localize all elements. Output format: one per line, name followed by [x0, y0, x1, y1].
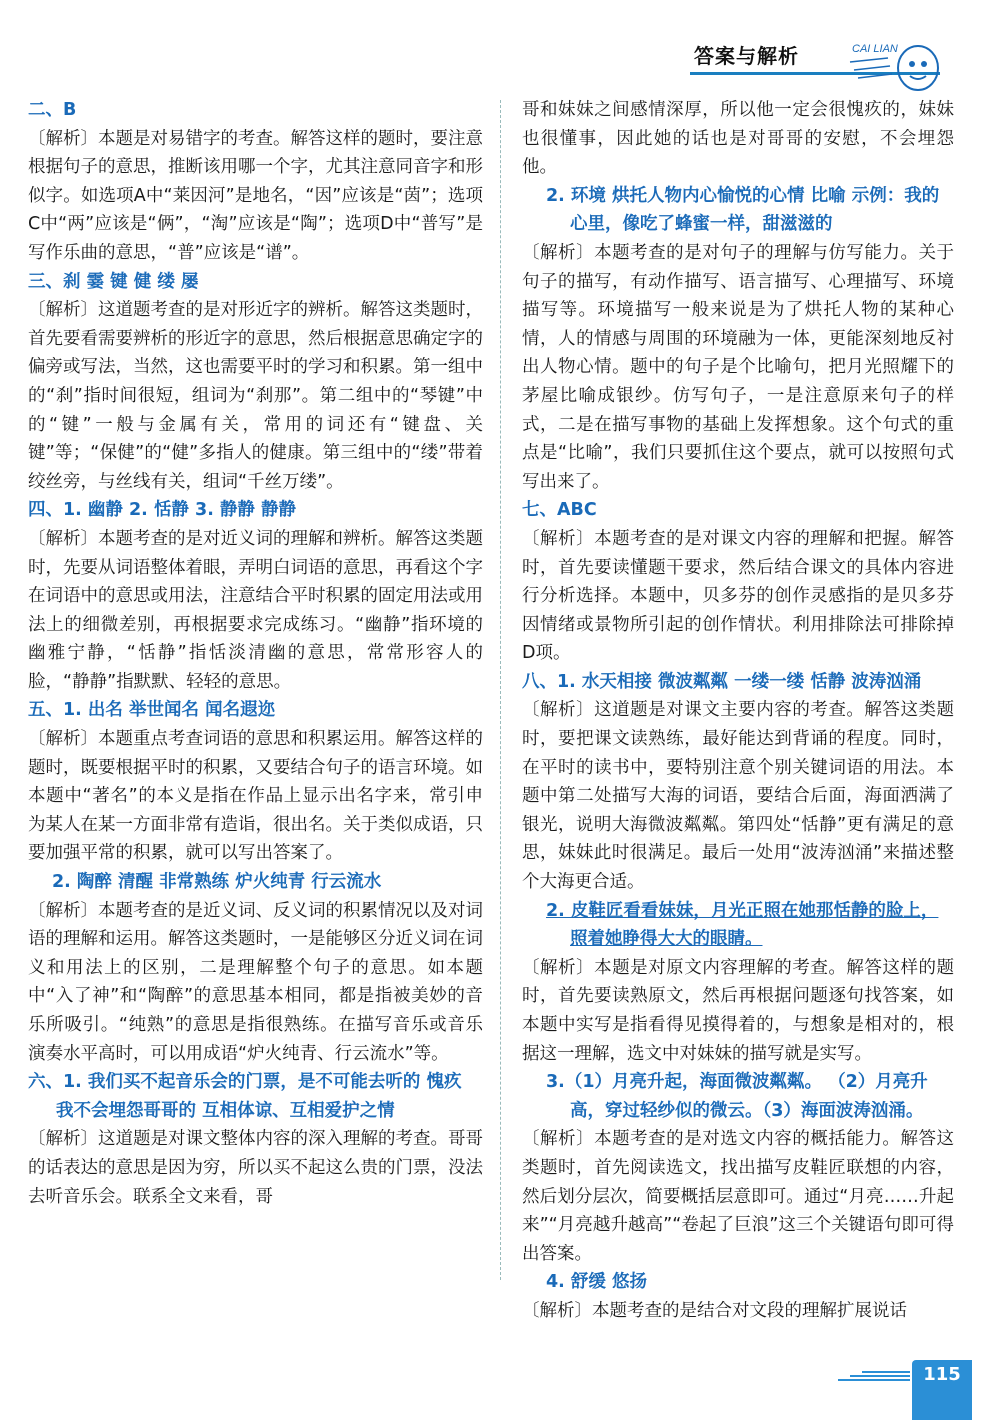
answer-line: 2. 陶醉 清醒 非常熟练 炉火纯青 行云流水	[52, 872, 382, 893]
answer-line: 四、1. 幽静 2. 恬静 3. 静静 静静	[28, 500, 297, 521]
answer-line: 三、刹 霎 键 健 缕 屡	[28, 271, 199, 292]
explanation-paragraph: 〔解析〕本题是对原文内容理解的考查。解答这样的题时，首先要读熟原文，然后再根据问题逐句找答案，如本题中实写是指看得见摸得着的，与想象是相对的，根据这一理解，选文中对妹妹的描写就是实写。	[522, 957, 954, 1064]
explanation-paragraph: 〔解析〕本题考查的是近义词、反义词的积累情况以及对词语的理解和运用。解答这类题时，一是能够区分近义词在词义和用法上的区别，二是理解整个句子的意思。如本题中“入了神”和“陶醉”的意思基本相同，都是指被美妙的音乐所吸引。“纯熟”的意思是指很熟练。在描写音乐或音乐演奏水平高时，可以用成语“炉火纯青、行云流水”等。	[28, 900, 483, 1064]
explanation-paragraph: 〔解析〕这道题是对课文整体内容的深入理解的考查。哥哥的话表达的意思是因为穷，所以买不起这么贵的门票，没法去听音乐会。联系全文来看，哥	[28, 1129, 483, 1207]
corner-stripes	[838, 1368, 910, 1382]
explanation-paragraph: 〔解析〕本题考查的是对课文内容的理解和把握。解答时，首先要读懂题干要求，然后结合课文的具体内容进行分析选择。本题中，贝多芬的创作灵感指的是贝多芬因情绪或景物所引起的创作情状。利用排除法可排除掉D项。	[522, 528, 954, 664]
answer-line: 4. 舒缓 悠扬	[546, 1272, 648, 1293]
explanation-paragraph: 〔解析〕本题考查的是对句子的理解与仿写能力。关于句子的描写，有动作描写、语言描写、心理描写、环境描写等。环境描写一般来说是为了烘托人物的某种心情，人的情感与周围的环境融为一体，更能深刻地反衬出人物心情。题中的句子是个比喻句，把月光照耀下的茅屋比喻成银纱。仿写句子，一是注意原来句子的样式，二是在描写事物的基础上发挥想象。这个句式的重点是“比喻”，我们只要抓住这个要点，就可以按照句式写出来了。	[522, 242, 954, 492]
answer-line: 六、1. 我们买不起音乐会的门票，是不可能去听的 愧疚 我不会埋怨哥哥的 互相体谅、互相爱护之情	[28, 1072, 462, 1121]
explanation-paragraph: 〔解析〕本题是对易错字的考查。解答这样的题时，要注意根据句子的意思，推断该用哪一个字，尤其注意同音字和形似字。如选项A中“莱因河”是地名，“因”应该是“茵”；选项C中“两”应该是“俩”，“淘”应该是“陶”；选项D中“普写”是写作乐曲的意思，“普”应该是“谱”。	[28, 128, 483, 263]
page-number: 115	[912, 1360, 972, 1420]
answer-line: 3.（1）月亮升起，海面微波粼粼。 （2）月亮升高，穿过轻纱似的微云。（3）海面波涛汹涌。	[546, 1072, 928, 1121]
answer-line: 二、B	[28, 100, 77, 120]
logo	[848, 28, 944, 102]
header-title: 答案与解析	[694, 44, 799, 68]
column-divider	[500, 100, 501, 1280]
answer-line: 七、ABC	[522, 500, 597, 521]
explanation-paragraph: 〔解析〕这道题是对课文主要内容的考查。解答这类题时，要把课文读熟练，最好能达到背诵的程度。同时，在平时的读书中，要特别注意个别关键词语的用法。本题中第二处描写大海的词语，要结合后面，海面洒满了银光，说明大海微波粼粼。第四处“恬静”更有满足的意思，妹妹此时很满足。最后一处用“波涛汹涌”来描述整个大海更合适。	[522, 700, 954, 893]
logo-text: CAI LIAN	[852, 43, 898, 55]
explanation-paragraph: 〔解析〕本题考查的是对选文内容的概括能力。解答这类题时，首先阅读选文，找出描写皮鞋匠联想的内容，然后划分层次，简要概括层意即可。通过“月亮……升起来”“月亮越升越高”“卷起了巨浪”这三个关键语句即可得出答案。	[522, 1129, 954, 1264]
explanation-paragraph: 〔解析〕本题考查的是结合对文段的理解扩展说话	[522, 1300, 907, 1321]
answer-line	[522, 897, 954, 954]
explanation-paragraph: 哥和妹妹之间感情深厚，所以他一定会很愧疚的，妹妹也很懂事，因此她的话也是对哥哥的安慰，不会埋怨他。	[522, 100, 954, 178]
highlighted-answer: 2. 皮鞋匠看看妹妹，月光正照在她那恬静的脸上，照着她睁得大大的眼睛。	[546, 900, 939, 950]
explanation-paragraph: 〔解析〕本题重点考查词语的意思和积累运用。解答这样的题时，既要根据平时的积累，又要结合句子的语言环境。如本题中“著名”的本义是指在作品上显示出名字来，常引申为某人在某一方面非常有造诣，很出名。关于类似成语，只要加强平常的积累，就可以写出答案了。	[28, 729, 483, 864]
left-column	[28, 96, 483, 1211]
answer-line: 五、1. 出名 举世闻名 闻名遐迩	[28, 700, 276, 721]
answer-line: 2. 环境 烘托人物内心愉悦的心情 比喻 示例：我的心里，像吃了蜂蜜一样，甜滋滋的	[546, 185, 940, 235]
explanation-paragraph: 〔解析〕本题考查的是对近义词的理解和辨析。解答这类题时，先要从词语整体着眼，弄明白词语的意思，再看这个字在词语中的意思或用法，注意结合平时积累的固定用法或用法上的细微差别，再根据要求完成练习。“幽静”指环境的幽雅宁静，“恬静”指恬淡清幽的意思，常常形容人的脸，“静静”指默默、轻轻的意思。	[28, 528, 483, 692]
answer-line: 八、1. 水天相接 微波粼粼 一缕一缕 恬静 波涛汹涌	[522, 671, 922, 692]
right-column	[522, 96, 954, 1326]
explanation-paragraph: 〔解析〕这道题考查的是对形近字的辨析。解答这类题时，首先要看需要辨析的形近字的意思，然后根据意思确定字的偏旁或写法，当然，这也需要平时的学习和积累。第一组中的“刹”指时间很短，组词为“刹那”。第二组中的“琴键”中的“键”一般与金属有关，常用的词还有“键盘、关键”等；“保健”的“健”多指人的健康。第三组中的“缕”带着绞丝旁，与丝线有关，组词“千丝万缕”。	[28, 300, 483, 492]
